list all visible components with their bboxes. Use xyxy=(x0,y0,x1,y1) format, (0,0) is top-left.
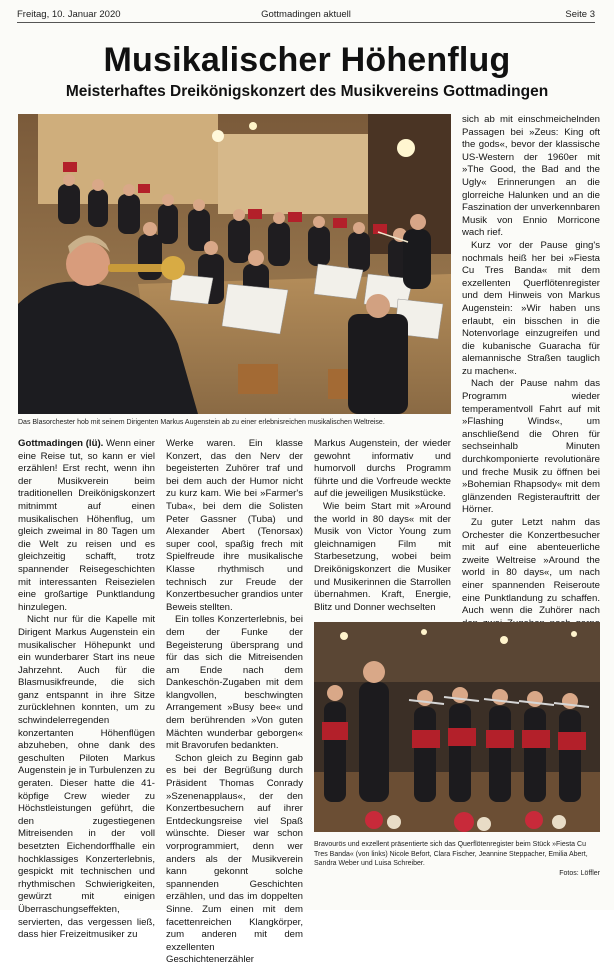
body-paragraph: Ein tolles Konzerterlebnis, bei dem der Funke der Begeisterung übersprang und für das sich die Mitreisenden am Ende nach dem Dankeschön-Zugaben mit dem klangvollen, beschwingten Arrangement »Busy bee« und dem berührenden »Von guten Mächten wunderbar geborgen« mit Bravorufen bedankten. xyxy=(166,614,303,752)
photo-credit: Fotos: Löffler xyxy=(559,869,600,877)
flute-register-photo-caption xyxy=(314,840,600,878)
dateline: Gottmadingen (lü). xyxy=(18,438,104,449)
page-number: Seite 3 xyxy=(565,9,595,20)
issue-date: Freitag, 10. Januar 2020 xyxy=(17,9,121,20)
page-header xyxy=(17,8,595,23)
body-paragraph: Kurz vor der Pause ging's nochmals heiß her bei »Fiesta Cu Tres Banda« mit dem exzellenten Querflötenregister und dem Hinweis von Markus Augenstein: »Wir haben uns erlaubt, ein bisschen in die Notenvorlage einzugreifen und die kubanische Guaracha für alemannische Straßen tauglich zu machen«. xyxy=(462,239,600,377)
article-title: Musikalischer Höhenflug xyxy=(103,41,511,79)
body-paragraph: Werke waren. Ein klasse Konzert, das den Nerv der begeisterten Zuhörer traf und bei dem auch der Humor nicht zu kurz kam. Wie bei »Farmer's Tuba«, bei dem die Solisten Peter Gassner (Tuba) und Alexander Abert (Tenorsax) super cool, spaßig frech mit Spielfreude ihre musikalische Klasse rhythmisch und technisch zur Freude der Konzertbesucher grandios unter Beweis stellten. xyxy=(166,438,303,613)
body-paragraph: Markus Augenstein, der wieder gewohnt informativ und humorvoll durchs Programm führte und die Vorfreude weckte auf die jeweiligen Musikstücke. xyxy=(314,438,451,500)
body-paragraph: Nach der Pause nahm das Programm wieder temperamentvoll Fahrt auf mit »Flashing Winds«, um anschließend die Ohren für sechseinhalb Minuten durchkomponierte revolutionäre und freche Musik zu öffnen bei »Bohemian Rhapsody« mit dem glänzenden Registerauftritt der Hörner. xyxy=(462,378,600,516)
body-paragraph: Nicht nur für die Kapelle mit Dirigent Markus Augenstein ein musikalischer Höhepunkt und ein wunderbarer Start ins neue Jahrzehnt. Auch für die Blasmusikfreunde, die sich ganz entspannt in ihre Sitze zurücklehnen konnten, um zu schwindelerregenden konzertanten Höhenflügen abzuheben, ohne dank des geschulten Piloten Markus Augenstein je in Turbulenzen zu geraten. Dieser hatte die 41-köpfige Crew wieder zu Höchstleistungen geführt, die den zugestiegenen Mitreisenden in der voll besetzten Eichendorffhalle ein hochklassiges Konzerterlebnis, gespickt mit technischen und rhythmischen Schwierigkeiten, gewürzt mit einigen Überraschungseffekten, servierten, das vergessen ließ, dass hier Freizeitmusiker zu xyxy=(18,614,155,941)
body-paragraph: Wie beim Start mit »Around the world in 80 days« mit der Musik von Victor Young zum gleichnamigen Film mit Starbesetzung, wobei beim Dreikönigskonzert die Musiker und Musikerinnen die Starrollen übernahmen. Kraft, Energie, Blitz und Donner wechselten xyxy=(314,500,451,613)
article-column-4 xyxy=(462,114,600,617)
article-column-2 xyxy=(166,438,303,966)
publication-name: Gottmadingen aktuell xyxy=(261,9,351,20)
flute-register-photo xyxy=(314,622,600,832)
article-column-1 xyxy=(18,438,155,941)
article-column-3 xyxy=(314,438,451,613)
orchestra-photo xyxy=(18,114,451,414)
article-subtitle: Meisterhaftes Dreikönigskonzert des Musikvereins Gottmadingen xyxy=(65,83,549,100)
orchestra-photo-caption: Das Blasorchester hob mit seinem Dirigenten Markus Augenstein ab zu einer erlebnisreichen musikalischen Weltreise. xyxy=(18,419,385,426)
photo-caption-text: Bravourös und exzellent präsentierte sich das Querflötenregister beim Stück »Fiesta Cu Tres Banda« (von links) Nicole Befort, Clara Fischer, Jeannine Steppacher, Emilia Abert, Sandra Weber und Luisa Schreiber. xyxy=(314,841,588,868)
lead-paragraph: Gottmadingen (lü). Wenn einer eine Reise tut, so kann er viel erzählen! Erst recht, wenn ihn der Musikverein beim traditionellen Dreikönigskonzert mitnimmt auf einen musikalischen Höhenflug, um gleich zweimal in 80 Tagen um die Welt zu reisen und es gleichzeitig schafft, trotz spannender Reisegeschichten mit interessanten Reisezielen eine großartige Punktlandung hinzulegen. xyxy=(18,438,155,613)
orchestra-photo-illustration xyxy=(18,114,451,414)
body-paragraph: sich ab mit einschmeichelnden Passagen bei »Zeus: King oft the gods«, bevor der klassische US-Western der 1960er mit »The Good, the Bad and the Ugly« Erinnerungen an die glorreiche Halunken und an die Faszination der unverkennbaren Musik von Ennio Morricone wach rief. xyxy=(462,114,600,239)
body-paragraph: Schon gleich zu Beginn gab es bei der Begrüßung durch Präsident Thomas Conrady »Szenenapplaus«, der den Konzertbesuchern auf ihrer Entdeckungsreise viel Spaß wünschte. Dieser war schon vorprogrammiert, denn wer anders als der Musikverein kann gekonnt solche spannenden Geschichten erzählen, und das im doppelten Sinne. Zum einen mit dem facettenreichen Klangkörper, zum anderen mit dem exzellenten Geschichtenerzähler xyxy=(166,752,303,966)
body-paragraph: Zu guter Letzt nahm das Orchester die Konzertbesucher mit auf eine abenteuerliche zweite Weltreise »Around the world in 80 days«, um nach einer spannenden Reiseroute eine Punktlandung zu schaffen. Auch wenn die Zuhörer nach xyxy=(462,517,600,617)
flute-register-photo-illustration xyxy=(314,622,600,832)
